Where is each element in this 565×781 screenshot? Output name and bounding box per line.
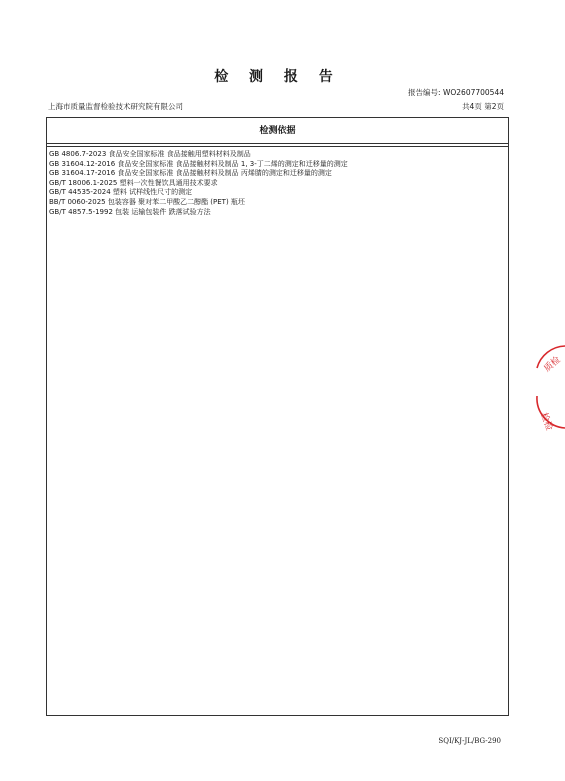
red-seal-stamp-icon (525, 338, 565, 438)
list-item: GB/T 18006.1-2025 塑料一次性餐饮具通用技术要求 (49, 178, 218, 187)
organization-name: 上海市质量监督检验技术研究院有限公司 (48, 102, 183, 111)
svg-text:质检: 质检 (542, 355, 563, 375)
list-item: BB/T 0060-2025 包装容器 聚对苯二甲酸乙二醇酯 (PET) 瓶坯 (49, 197, 245, 206)
list-item: GB 31604.17-2016 食品安全国家标准 食品接触材料及制品 丙烯腈的测定和迁移量的测定 (49, 169, 332, 178)
page-title: 检 测 报 告 (214, 69, 341, 85)
section-title: 检测依据 (47, 118, 508, 144)
standards-list (47, 147, 508, 217)
list-item: GB/T 4857.5-1992 包装 运输包装件 跌落试验方法 (49, 207, 211, 216)
report-number: 报告编号: WO2607700544 (408, 88, 504, 97)
list-item: GB/T 44535-2024 塑料 试样线性尺寸的测定 (49, 188, 193, 197)
page-number: 共4页 第2页 (462, 102, 504, 111)
document-code: SQI/KJ-JL/BG-290 (438, 737, 501, 745)
list-item: GB 4806.7-2023 食品安全国家标准 食品接触用塑料材料及制品 (49, 150, 251, 158)
testing-basis-table (46, 117, 509, 716)
list-item: GB 31604.12-2016 食品安全国家标准 食品接触材料及制品 1, 3-丁二烯的测定和迁移量的测定 (49, 159, 348, 168)
svg-text:检检: 检检 (538, 411, 554, 432)
